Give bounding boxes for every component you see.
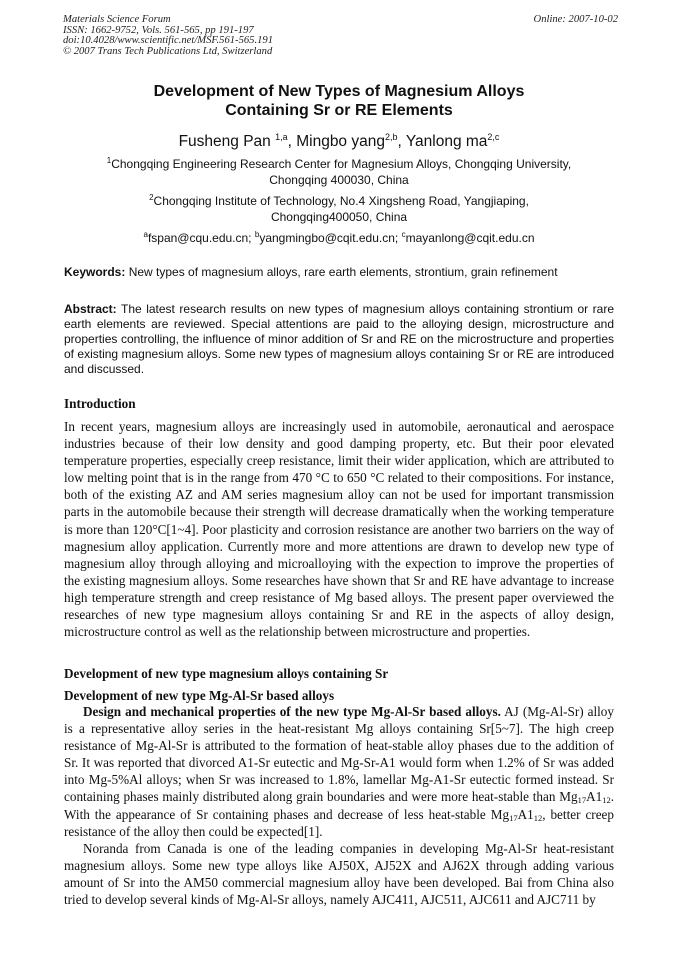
section-heading-sr: Development of new type magnesium alloys containing Sr	[64, 666, 389, 681]
keywords	[64, 265, 614, 280]
paragraph-text: , better creep resistance of the alloy then could be expected[1].	[64, 806, 614, 839]
keywords-label: Keywords:	[64, 265, 126, 279]
author-affil-mark: 2,b	[384, 132, 398, 142]
author-name: Fusheng Pan	[178, 133, 276, 150]
issn-line: ISSN: 1662-9752, Vols. 561-565, pp 191-197	[63, 24, 254, 36]
abstract-label: Abstract:	[64, 302, 117, 316]
introduction-paragraph: In recent years, magnesium alloys are increasingly used in automobile, aeronautical and aerospace industries because of their low density and good damping property, etc. But their poor elevated temperature properties, especially creep resistance, limit their wider application, which are attributed to low melting point that is in the range from 470 °C to 650 °C related to their compositions. For instance, both of the existing AZ and AM series magnesium alloy can not be used for important transmission parts in the automobile because their strength will decrease dramatically when the working temperature is more than 120°C[1~4]. Poor plasticity and corrosion resistance are another two barriers on the way of magnesium alloy application. Currently more and more attentions are drawn to develop new type of magnesium alloy through alloying and microalloying with the expection to improve the properties of the existing magnesium alloys. Some researches have shown that Sr and RE have advantage to increase high temperature strength and creep resistance of Mg based alloys. The present paper overviewed the researches of new type magnesium alloys containing Sr and RE in the aspects of alloy design, microstructure control as well as the relationship between microstructure and properties.	[64, 419, 614, 640]
introduction-body	[64, 418, 614, 640]
subscript: 12	[533, 812, 543, 823]
section-heading-introduction: Introduction	[64, 396, 136, 411]
affil-mark: 2	[149, 193, 154, 202]
doi-line: doi:10.4028/www.scientific.net/MSF.561-565.191	[63, 35, 273, 47]
email-mark: c	[401, 230, 406, 239]
email-list	[0, 230, 678, 246]
keywords-text: New types of magnesium alloys, rare earth elements, strontium, grain refinement	[125, 265, 558, 279]
abstract	[64, 302, 614, 377]
email-link[interactable]: yangmingbo@cqit.edu.cn;	[259, 231, 402, 245]
affiliation-1	[0, 156, 678, 188]
abstract-text: The latest research results on new types of magnesium alloys containing strontium or rare earth elements are reviewed. Special attentions are paid to the alloying design, microstructure and properties controlling, the influence of minor addition of Sr and RE on the microstructure and properties of existing magnesium alloys. Some new types of magnesium alloys containing Sr or RE are introduced and discussed.	[64, 302, 614, 376]
paragraph-text: AJ (Mg-Al-Sr) alloy is a representative alloy series in the heat-resistant Mg alloys containing Sr[5~7]. The high creep resistance of Mg-Al-Sr is attributed to the formation of heat-stable alloy phases due to the addition of Sr. It was reported that divorced A1-Sr eutectic and Mg-Sr-A1 would form when 1.2% of Sr was added into Mg-5%Al alloys; when Sr was increased to 1.8%, lamellar Mg-A1-Sr eutectic formed instead. Sr containing phases mainly distributed along grain boundaries and were more heat-stable than Mg	[64, 704, 614, 805]
email-link[interactable]: mayanlong@cqit.edu.cn	[405, 231, 535, 245]
subsection-heading-mg-al-sr: Development of new type Mg-Al-Sr based alloys	[64, 688, 335, 703]
paragraph-1	[64, 703, 614, 840]
affil-text: Chongqing400050, China	[270, 210, 408, 224]
affil-text: Chongqing Institute of Technology, No.4 Xingsheng Road, Yangjiaping,	[153, 194, 529, 208]
affil-text: Chongqing 400030, China	[269, 173, 409, 187]
paragraph-lead: Design and mechanical properties of the new type Mg-Al-Sr based alloys.	[83, 704, 501, 719]
subscript: 17	[509, 812, 518, 823]
subscript: 12	[602, 795, 611, 806]
separator: ,	[287, 133, 297, 150]
email-link[interactable]: fspan@cqu.edu.cn;	[147, 231, 255, 245]
email-mark: a	[143, 230, 148, 239]
affil-text: Chongqing Engineering Research Center for Magnesium Alloys, Chongqing University,	[111, 157, 572, 171]
title-line-1: Development of New Types of Magnesium Alloys	[153, 83, 525, 100]
author-affil-mark: 1,a	[275, 132, 288, 142]
author-list	[0, 133, 678, 151]
affiliation-2	[0, 193, 678, 225]
affil-mark: 1	[106, 156, 112, 165]
paragraph-text: A1	[517, 806, 534, 822]
author-affil-mark: 2,c	[487, 132, 500, 142]
copyright-line: © 2007 Trans Tech Publications Ltd, Switzerland	[63, 45, 273, 57]
email-mark: b	[254, 230, 260, 239]
author-name: Yanlong ma	[405, 133, 488, 150]
paragraph-2: Noranda from Canada is one of the leading companies in developing Mg-Al-Sr heat-resistant magnesium alloys. Some new type alloys like AJ50X, AJ52X and AJ62X through adding various amount of Sr into the AM50 commercial magnesium alloy have been developed. Bai from China also tried to develop several kinds of Mg-Al-Sr alloys, namely AJC411, AJC511, AJC611 and AJC711 by	[64, 840, 614, 908]
subscript: 17	[577, 795, 587, 806]
online-date: Online: 2007-10-02	[533, 14, 618, 25]
journal-header	[63, 15, 273, 57]
journal-name: Materials Science Forum	[63, 14, 171, 25]
paper-title	[0, 82, 678, 120]
paragraph-text: . With the appearance of Sr containing phases and decrease of less heat-stable Mg	[64, 789, 614, 822]
author-name: Mingbo yang	[296, 133, 385, 150]
paragraph-text: A1	[586, 789, 603, 805]
section-sr-body	[64, 703, 614, 908]
separator: ,	[397, 133, 406, 150]
title-line-2: Containing Sr or RE Elements	[225, 102, 453, 119]
